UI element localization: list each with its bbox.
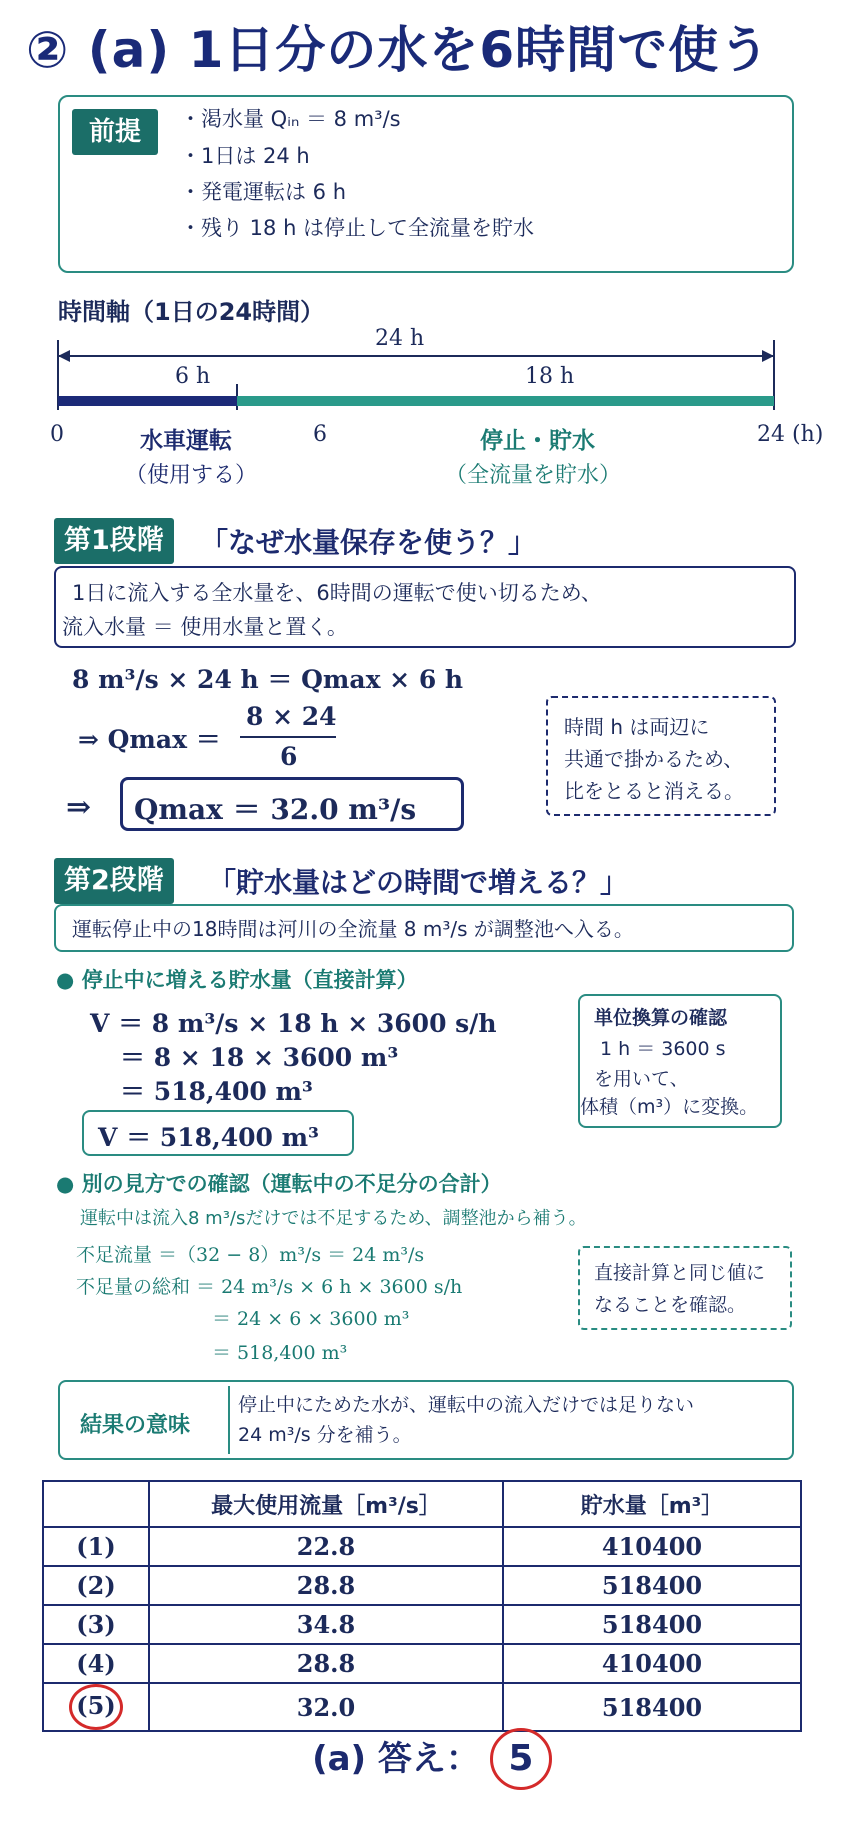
table-cell: 22.8 xyxy=(149,1527,503,1566)
table-cell: (1) xyxy=(43,1527,149,1566)
premise-tag: 前提 xyxy=(72,109,158,155)
timeline-total-label: 24 h xyxy=(375,326,425,351)
step1-note-line: 比をとると消える。 xyxy=(564,779,744,803)
timeline-tick-6: 6 xyxy=(313,422,327,447)
result-line2: 24 m³/s 分を補う。 xyxy=(238,1424,412,1446)
unit-note-line: 体積（m³）に変換。 xyxy=(580,1096,759,1118)
table-row xyxy=(43,1644,801,1683)
seg2-name: 停止・貯水 xyxy=(480,428,595,454)
seg1-bar xyxy=(58,396,237,406)
table-row xyxy=(43,1527,801,1566)
alt-note-line: なることを確認。 xyxy=(594,1294,747,1316)
table-cell: (3) xyxy=(43,1605,149,1644)
result-label: 結果の意味 xyxy=(80,1413,191,1438)
page-title: ② (a) 1日分の水を6時間で使う xyxy=(26,21,771,79)
step1-eq2-numerator: 8 × 24 xyxy=(246,702,337,731)
table-cell: 28.8 xyxy=(149,1644,503,1683)
step1-eq2-lhs: ⇒ Qmax ＝ xyxy=(78,725,221,754)
table-cell: 32.0 xyxy=(149,1683,503,1731)
alt-line2: 不足量の総和 ＝ 24 m³/s × 6 h × 3600 s/h xyxy=(76,1276,463,1298)
table-cell: 34.8 xyxy=(149,1605,503,1644)
fraction-bar xyxy=(240,736,336,738)
table-cell: (4) xyxy=(43,1644,149,1683)
timeline-tick-0: 0 xyxy=(50,422,64,447)
alt-desc: 運転中は流入8 m³/sだけでは不足するため、調整池から補う。 xyxy=(80,1208,587,1229)
step1-eq2-denominator: 6 xyxy=(280,742,298,771)
premise-line: ・残り 18 h は停止して全流量を貯水 xyxy=(180,216,535,240)
step2-v-line2: ＝ 8 × 18 × 3600 m³ xyxy=(120,1043,399,1072)
premise-line: ・発電運転は 6 h xyxy=(180,180,347,204)
step2-desc: 運転停止中の18時間は河川の全流量 8 m³/s が調整池へ入る。 xyxy=(72,917,634,941)
table-header: 最大使用流量［m³/s］ xyxy=(149,1481,503,1527)
unit-note-line: 単位換算の確認 xyxy=(594,1007,728,1029)
answer-line xyxy=(0,1728,864,1790)
step1-question: 「なぜ水量保存を使う？」 xyxy=(200,526,537,559)
table-cell: 410400 xyxy=(503,1527,801,1566)
table-row xyxy=(43,1683,801,1731)
table-header: 貯水量［m³］ xyxy=(503,1481,801,1527)
table-cell: 518400 xyxy=(503,1605,801,1644)
unit-note-line: 1 h ＝ 3600 s xyxy=(600,1038,726,1060)
step1-eq1: 8 m³/s × 24 h ＝ Qmax × 6 h xyxy=(72,665,464,694)
timeline-seg1-label: 6 h xyxy=(175,364,211,389)
table-cell: 410400 xyxy=(503,1644,801,1683)
step2-tag: 第2段階 xyxy=(54,858,174,904)
premise-line: ・渇水量 Qᵢₙ ＝ 8 m³/s xyxy=(180,107,401,131)
step2-bullet1: ● 停止中に増える貯水量（直接計算） xyxy=(56,968,418,992)
premise-line: ・1日は 24 h xyxy=(180,144,310,168)
timeline-diagram xyxy=(40,320,820,410)
choices-table xyxy=(42,1480,802,1732)
alt-line4: ＝ 518,400 m³ xyxy=(212,1342,348,1364)
arrow-right-icon xyxy=(762,350,774,362)
table-header-row xyxy=(43,1481,801,1527)
table-cell-selected xyxy=(43,1683,149,1731)
table-cell: 518400 xyxy=(503,1683,801,1731)
table-cell: 518400 xyxy=(503,1566,801,1605)
step2-v-result: V ＝ 518,400 m³ xyxy=(98,1123,319,1152)
step2-question: 「貯水量はどの時間で増える？」 xyxy=(208,866,629,899)
answer-label: (a) 答え： xyxy=(312,1739,480,1779)
alt-note-line: 直接計算と同じ値に xyxy=(594,1262,766,1284)
step1-desc-line2: 流入水量 ＝ 使用水量と置く。 xyxy=(62,615,348,639)
step2-bullet2: ● 別の見方での確認（運転中の不足分の合計） xyxy=(56,1172,502,1196)
step1-note-line: 時間 h は両辺に xyxy=(564,715,710,739)
table-row xyxy=(43,1605,801,1644)
step1-result: Qmax ＝ 32.0 m³/s xyxy=(134,793,417,826)
unit-note-line: を用いて、 xyxy=(594,1068,689,1090)
arrow-left-icon xyxy=(58,350,70,362)
step2-v-line1: V ＝ 8 m³/s × 18 h × 3600 s/h xyxy=(90,1009,497,1038)
table-header xyxy=(43,1481,149,1527)
seg2-bar xyxy=(237,396,774,406)
selected-circle: (5) xyxy=(69,1684,123,1730)
step1-tag: 第1段階 xyxy=(54,518,174,564)
result-divider xyxy=(228,1386,230,1454)
result-line1: 停止中にためた水が、運転中の流入だけでは足りない xyxy=(238,1394,695,1416)
seg1-sub: （使用する） xyxy=(125,463,258,488)
table-cell: 28.8 xyxy=(149,1566,503,1605)
step2-v-line3: ＝ 518,400 m³ xyxy=(120,1077,313,1106)
timeline-seg2-label: 18 h xyxy=(525,364,575,389)
premise-box xyxy=(58,95,794,273)
alt-line1: 不足流量 ＝（32 − 8）m³/s ＝ 24 m³/s xyxy=(76,1244,425,1266)
table-row xyxy=(43,1566,801,1605)
step1-desc-line1: 1日に流入する全水量を、6時間の運転で使い切るため、 xyxy=(72,581,602,605)
timeline-tick-24: 24 (h) xyxy=(757,422,824,447)
seg2-sub: （全流量を貯水） xyxy=(445,463,622,488)
table-cell: (2) xyxy=(43,1566,149,1605)
step1-eq3-arrow: ⇒ xyxy=(66,790,92,825)
timeline-title: 時間軸（1日の24時間） xyxy=(58,298,325,326)
seg1-name: 水車運転 xyxy=(140,428,232,454)
alt-line3: ＝ 24 × 6 × 3600 m³ xyxy=(212,1308,410,1330)
step1-note-line: 共通で掛かるため、 xyxy=(564,747,744,771)
answer-value: 5 xyxy=(490,1728,552,1790)
